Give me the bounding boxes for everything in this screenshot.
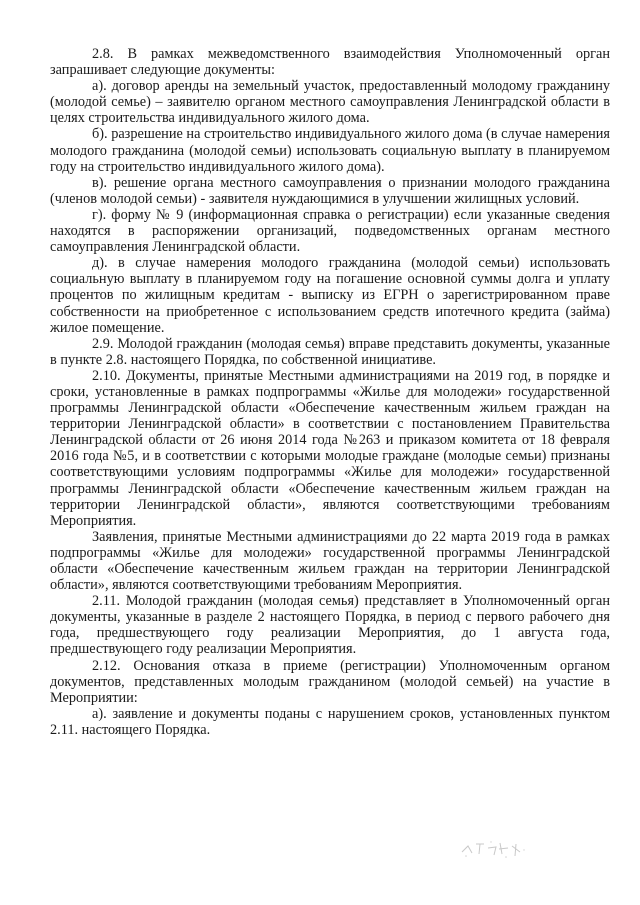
paragraph-2-10: 2.10. Документы, принятые Местными администрациями на 2019 год, в порядке и сроки, установленные в рамках подпрограммы «Жилье для молодежи» государственной программы Ленинградской области «Обеспечение качественным жильем граждан на территории Ленинградской области» в соответствии с постановлением Правительства Ленинградской области от 26 июня 2014 года №263 и приказом комитета от 18 февраля 2016 года №5, и в соответствии с которыми молодые граждане (молодые семьи) признаны соответствующими условиям подпрограммы «Жилье для молодежи» государственной программы Ленинградской области «Обеспечение качественным жильем граждан на территории Ленинградской области», являются соответствующими требованиям Мероприятия.: [50, 367, 610, 529]
paragraph-2-8-b: б). разрешение на строительство индивидуального жилого дома (в случае намерения молодого гражданина (молодой семьи) использовать социальную выплату в планируемом году на строительство индивидуального жилого дома).: [50, 126, 610, 175]
paragraph-applications: Заявления, принятые Местными администрациями до 22 марта 2019 года в рамках подпрограммы «Жилье для молодежи» государственной программы Ленинградской области «Обеспечение качественным жильем граждан на территории Ленинградской области», являются соответствующими требованиям Мероприятия.: [50, 528, 610, 594]
paragraph-2-8-g: г). форму № 9 (информационная справка о регистрации) если указанные сведения находятся в распоряжении организаций, подведомственных органам местного самоуправления Ленинградской области.: [50, 206, 610, 256]
paragraph-2-12-a: а). заявление и документы поданы с нарушением сроков, установленных пунктом 2.11. настоящего Порядка.: [50, 705, 610, 738]
paragraph-2-8-a: а). договор аренды на земельный участок, предоставленный молодому гражданину (молодой семье) – заявителю органом местного самоуправления Ленинградской области в целях строительства индивидуального жилого дома.: [50, 78, 610, 127]
paragraph-2-8-d: д). в случае намерения молодого гражданина (молодой семьи) использовать социальную выплату в планируемом году на погашение основной суммы долга и уплату процентов по жилищным кредитам - выписку из ЕГРН о зарегистрированном праве собственности на приобретенное с использованием средств ипотечного кредита (займа) жилое помещение.: [50, 255, 610, 336]
faint-stamp-mark: [458, 838, 528, 860]
paragraph-2-11: 2.11. Молодой гражданин (молодая семья) представляет в Уполномоченный орган документы, указанные в разделе 2 настоящего Порядка, в период с первого рабочего дня года, предшествующего году реализации Мероприятия, до 1 августа года, предшествующего году реализации Мероприятия.: [50, 593, 610, 658]
paragraph-2-9: 2.9. Молодой гражданин (молодая семья) вправе представить документы, указанные в пункте 2.8. настоящего Порядка, по собственной инициативе.: [50, 335, 610, 368]
paragraph-2-12: 2.12. Основания отказа в приеме (регистрации) Уполномоченным органом документов, представленных молодым гражданином (молодой семьей) на участие в Мероприятии:: [50, 657, 610, 706]
paragraph-2-8: 2.8. В рамках межведомственного взаимодействия Уполномоченный орган запрашивает следующие документы:: [50, 46, 610, 79]
document-page: [50, 46, 610, 738]
paragraph-2-8-v: в). решение органа местного самоуправления о признании молодого гражданина (членов молодой семьи) - заявителя нуждающимися в улучшении жилищных условий.: [50, 174, 610, 207]
